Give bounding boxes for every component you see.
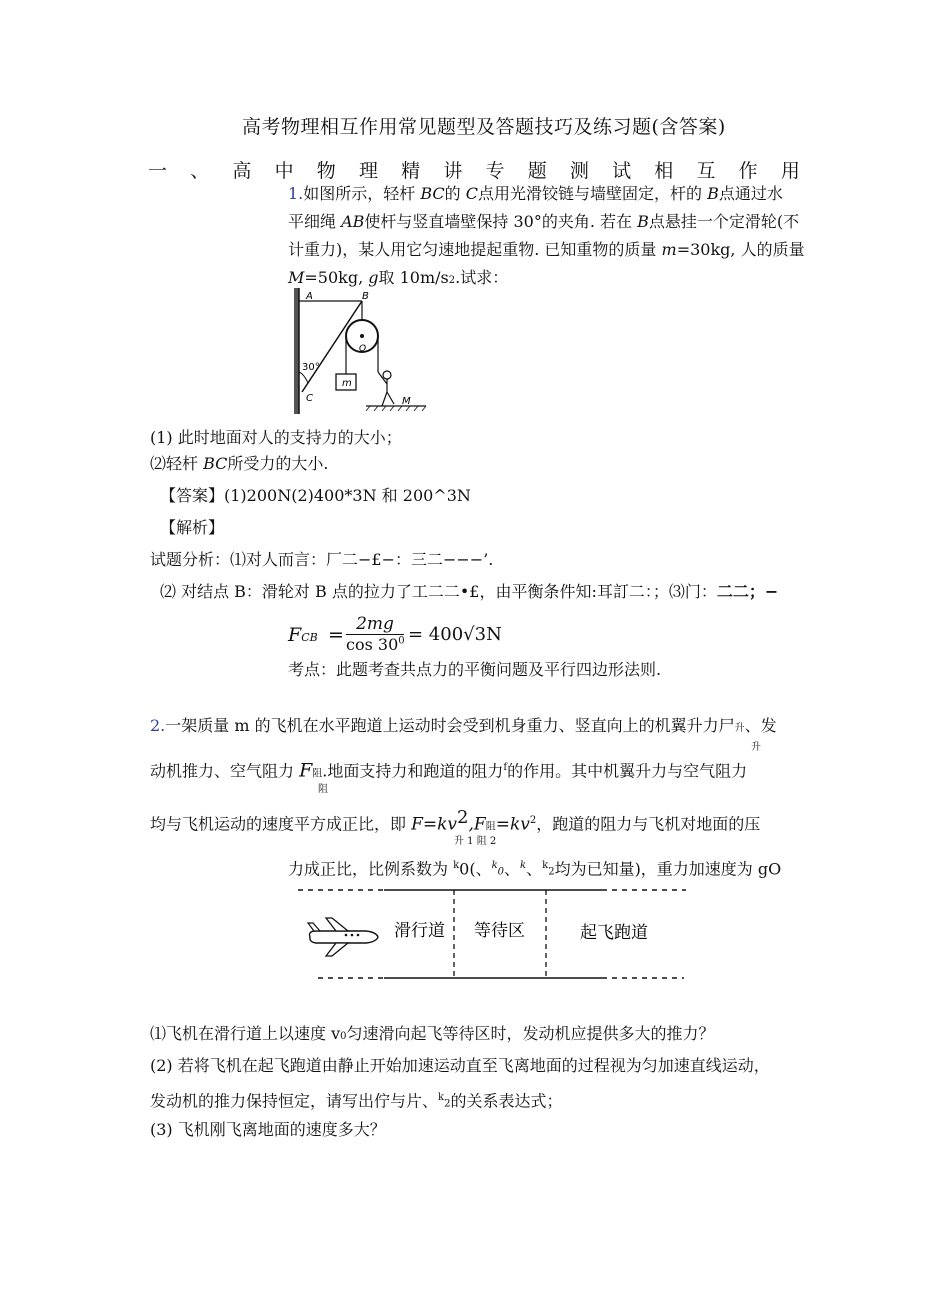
q2-line-2 <box>150 758 747 784</box>
text: f <box>503 762 508 773</box>
section-char: 物 <box>316 160 336 182</box>
text: 点悬挂一个定滑轮(不 <box>648 212 800 231</box>
text: 0 <box>340 1031 347 1042</box>
text: ,F <box>468 814 486 835</box>
text: 的作用。其中机翼升力与空气阻力 <box>507 761 748 781</box>
text: 的关系表达式； <box>450 1091 563 1111</box>
text: 2mg <box>356 614 394 634</box>
text: 升 <box>734 723 745 734</box>
q1-sub-1: (1) 此时地面对人的支持力的大小； <box>150 428 402 447</box>
q1-kaodian: 考点：此题考查共点力的平衡问题及平行四边形法则. <box>288 660 662 679</box>
text: O <box>768 859 782 879</box>
section-char: 题 <box>527 160 547 182</box>
runway-figure <box>296 882 688 986</box>
text: 平细绳 <box>288 212 342 231</box>
text: AB <box>341 212 365 231</box>
section-char: 讲 <box>443 160 463 182</box>
q1-sub-2 <box>150 454 328 474</box>
text: 阻 <box>312 768 323 780</box>
text: 匀速滑向起飞等待区时，发动机应提供多大的推力？ <box>346 1024 715 1043</box>
q1-analysis-2 <box>160 582 778 602</box>
q1-figure <box>290 288 430 418</box>
q2-line-1 <box>150 716 777 739</box>
text: 、 <box>475 859 492 879</box>
text: 2 <box>444 1098 451 1110</box>
section-header <box>148 156 800 183</box>
section-char: 精 <box>401 160 421 182</box>
section-char: 专 <box>485 160 505 182</box>
label-taxiway: 滑行道 <box>394 921 445 941</box>
text: BC <box>203 454 228 473</box>
person <box>383 371 391 379</box>
text: 2 <box>548 866 555 878</box>
text: .试求： <box>455 268 509 287</box>
label-a: A <box>306 291 313 302</box>
text: =kv <box>495 814 530 835</box>
text: 计重力)，某人用它匀速地提起重物. 已知重物的质量 <box>288 240 662 259</box>
q1-answer: 【答案】(1)200N(2)400*3N 和 200^3N <box>160 486 471 505</box>
q2-sub-2-line-2 <box>150 1088 562 1114</box>
text: ⑴飞机在滑行道上以速度 v <box>150 1024 341 1043</box>
text: =30kg, 人的质量 <box>676 240 805 259</box>
text: F=kv <box>411 814 458 835</box>
q2-sub-3: (3) 飞机刚飞离地面的速度多大？ <box>150 1120 386 1139</box>
section-char: 高 <box>232 160 252 182</box>
question-number: 1. <box>288 184 304 203</box>
text: 2 <box>457 807 469 828</box>
text: 均为已知量)，重力加速度为 g <box>554 859 769 879</box>
text: 一架质量 m 的飞机在水平跑道上运动时会受到机身重力、竖直向上的机翼升力尸 <box>165 716 735 735</box>
section-char: 理 <box>358 160 378 182</box>
text: 、发 <box>744 716 777 735</box>
text: 发动机的推力保持恒定，请写出佇与片、 <box>150 1091 439 1111</box>
q2-line-3-subscripts: 升 1 阻 2 <box>454 836 497 847</box>
section-char: 用 <box>780 160 800 182</box>
label-angle: 30° <box>302 362 320 373</box>
label-person-m: M <box>402 396 411 407</box>
text: 力成正比，比例系数为 <box>288 859 454 879</box>
label-o: O <box>359 344 367 354</box>
text: B <box>707 184 719 203</box>
q1-analysis-label: 【解析】 <box>160 518 225 537</box>
text: g <box>368 268 379 287</box>
text: k <box>520 860 527 871</box>
q1-line-1 <box>288 184 783 204</box>
q2-line-4 <box>288 856 781 882</box>
text: 点用光滑铰链与墙壁固定，杆的 <box>478 184 708 203</box>
q2-sub-1 <box>150 1024 715 1047</box>
q1-line-2 <box>288 212 799 232</box>
text: 动机推力、空气阻力 <box>150 761 300 781</box>
text: M <box>288 268 305 287</box>
text: .地面支持力和跑道的阻力 <box>322 761 504 781</box>
section-char: 测 <box>569 160 589 182</box>
text: k <box>542 860 549 871</box>
text: = 400√3N <box>408 624 502 645</box>
q2-sub-2-line-1: (2) 若将飞机在起飞跑道由静止开始加速运动直至飞离地面的过程视为匀加速直线运动， <box>150 1056 770 1075</box>
text: 的 <box>444 184 466 203</box>
text: =50kg, <box>304 268 369 287</box>
section-char: 相 <box>654 160 674 182</box>
section-char: 试 <box>612 160 632 182</box>
text: 二二；− <box>716 582 779 601</box>
text: 2 <box>529 815 537 826</box>
label-takeoff-runway: 起飞跑道 <box>580 923 648 943</box>
text: F <box>288 624 302 646</box>
text: C <box>465 184 478 203</box>
section-char: 中 <box>274 160 294 182</box>
text: 0 <box>398 635 405 647</box>
text: k <box>453 860 460 871</box>
label-waiting-area: 等待区 <box>474 921 525 941</box>
text: 如图所示，轻杆 <box>303 184 421 203</box>
page-title: 高考物理相互作用常见题型及答题技巧及练习题(含答案) <box>242 116 726 138</box>
text: ⑵ 对结点 B：滑轮对 B 点的拉力了工二二•£，由平衡条件知:耳訂二：；⑶门： <box>160 582 717 601</box>
text: 点通过水 <box>718 184 783 203</box>
text: BC <box>420 184 445 203</box>
label-c: C <box>306 393 313 404</box>
text: 使杆与竖直墙壁保持 30°的夹角. 若在 <box>364 212 638 231</box>
q1-line-3 <box>288 240 805 260</box>
text: ，跑道的阻力与飞机对地面的压 <box>536 814 761 834</box>
q1-analysis-1: 试题分析：⑴对人而言：厂二−£−：三二−−−’. <box>150 550 494 569</box>
text: 取 10m/s <box>378 268 449 287</box>
text: 所受力的大小. <box>227 454 329 473</box>
text: cos 30 <box>346 635 399 654</box>
section-char: 互 <box>696 160 716 182</box>
label-m: m <box>342 378 352 389</box>
text: 2 <box>448 275 456 286</box>
text: k <box>438 1092 445 1103</box>
text: 、 <box>504 859 521 879</box>
text: m <box>661 240 677 259</box>
question-number: 2. <box>150 716 166 735</box>
text: CB <box>301 631 318 644</box>
q2-line-2-subscript: 阻 <box>318 784 328 795</box>
text: 0 <box>497 866 505 878</box>
section-char: 一 <box>148 160 168 182</box>
section-char: 、 <box>190 160 210 182</box>
text: 、 <box>526 859 543 879</box>
airplane-icon <box>308 918 378 956</box>
text: 0( <box>459 859 476 879</box>
q2-line-1-subscript: 升 <box>751 742 761 753</box>
text: k <box>491 860 498 871</box>
section-char: 作 <box>738 160 758 182</box>
text: 均与飞机运动的速度平方成正比，即 <box>150 814 412 834</box>
text: 阻 <box>485 821 496 833</box>
text: B <box>637 212 649 231</box>
text: ⑵轻杆 <box>150 454 204 473</box>
label-b: B <box>362 291 369 302</box>
text: F <box>299 759 313 782</box>
